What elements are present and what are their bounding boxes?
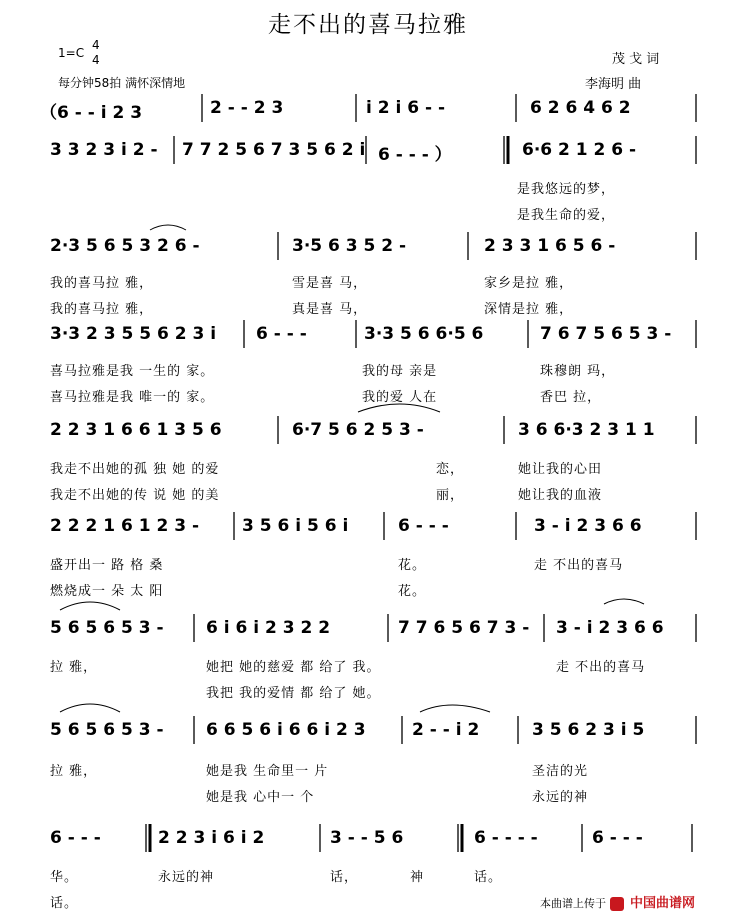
measure: 2 3 3 1 6 5 6 -: [484, 236, 616, 256]
measure: 3·3 5 6 6·5 6: [364, 324, 484, 344]
measure: 6 6 5 6 i 6 6 i 2 3: [206, 720, 366, 740]
lyric-verse-1: 话。: [474, 870, 503, 885]
lyric-verse-1: 盛开出一 路 格 桑: [50, 558, 164, 573]
lyric-verse-1: 拉 雅，: [50, 660, 98, 675]
lyric-verse-1: 她是我 生命里一 片: [206, 764, 329, 779]
lyric-verse-2: 永远的神: [532, 790, 589, 805]
measure: 7 6 7 5 6 5 3 -: [540, 324, 672, 344]
measure: （6 - - i 2 3: [40, 103, 143, 123]
measure: 6 - - - -: [474, 828, 538, 848]
lyric-verse-1: 雪是喜 马，: [292, 276, 368, 291]
lyric-verse-1: 神: [410, 870, 425, 885]
measure: 5 6 5 6 5 3 -: [50, 618, 164, 638]
measure: 3 5 6 i 5 6 i: [242, 516, 349, 536]
score-title: 走不出的喜马拉雅: [268, 12, 468, 38]
measure: 3 - - 5 6: [330, 828, 404, 848]
lyric-verse-1: 家乡是拉 雅，: [484, 276, 574, 291]
lyric-verse-2: 我的喜马拉 雅，: [50, 302, 154, 317]
measure: 6·7 5 6 2 5 3 -: [292, 420, 424, 440]
lyric-verse-1: 走 不出的喜马: [556, 660, 646, 675]
lyricist-credit: 茂 戈 词: [612, 52, 660, 67]
time-signature-bottom: 4: [92, 53, 100, 67]
measure: 3 3 2 3 i 2 -: [50, 140, 158, 160]
lyric-verse-2: 丽，: [436, 488, 465, 503]
lyric-verse-1: 我走不出她的孤 独 她 的爱: [50, 462, 220, 477]
lyric-verse-2: 我的爱 人在: [362, 390, 438, 405]
key-signature: 1=C: [58, 46, 85, 60]
measure: 6 - - -: [398, 516, 449, 536]
measure: 3·5 6 3 5 2 -: [292, 236, 407, 256]
lyric-verse-1: 花。: [398, 558, 427, 573]
measure: 7 7 6 5 6 7 3 -: [398, 618, 530, 638]
lyric-verse-2: 我走不出她的传 说 她 的美: [50, 488, 220, 503]
lyric-verse-2: 花。: [398, 584, 427, 599]
tempo-marking: 每分钟58拍 满怀深情地: [58, 76, 186, 90]
measure: 3 - i 2 3 6 6: [534, 516, 642, 536]
lyric-verse-2: 话。: [50, 896, 79, 911]
lyric-verse-2: 是我生命的爱，: [517, 208, 616, 223]
measure: 7 7 2 5 6 7 3 5 6 2 i: [182, 140, 366, 160]
lyric-verse-1: 圣洁的光: [532, 764, 589, 779]
lyric-verse-1: 喜马拉雅是我 一生的 家。: [50, 364, 215, 379]
lyric-verse-2: 深情是拉 雅，: [484, 302, 574, 317]
measure: 5 6 5 6 5 3 -: [50, 720, 164, 740]
measure: 6 - - -: [256, 324, 307, 344]
measure: 2 - - i 2: [412, 720, 480, 740]
lyric-verse-1: 走 不出的喜马: [534, 558, 624, 573]
composer-credit: 李海明 曲: [585, 77, 642, 92]
measure: 3·3 2 3 5 5 6 2 3 i: [50, 324, 217, 344]
lyric-verse-1: 她把 她的慈爱 都 给了 我。: [206, 660, 381, 675]
measure: 2·3 5 6 5 3 2 6 -: [50, 236, 200, 256]
measure: 3 6 6·3 2 3 1 1: [518, 420, 655, 440]
lyric-verse-2: 燃烧成一 朵 太 阳: [50, 584, 164, 599]
lyric-verse-1: 永远的神: [158, 870, 215, 885]
measure: 6 - - - ）: [378, 145, 452, 165]
lyric-verse-1: 恋，: [436, 462, 465, 477]
lyric-verse-1: 我的喜马拉 雅，: [50, 276, 154, 291]
lyric-verse-1: 她让我的心田: [518, 462, 603, 477]
measure: 2 - - 2 3: [210, 98, 284, 118]
site-name: 中国曲谱网: [630, 896, 696, 911]
lyric-verse-1: 华。: [50, 870, 79, 885]
measure: 6 - - -: [50, 828, 101, 848]
measure: 2 2 3 i 6 i 2: [158, 828, 265, 848]
lyric-verse-2: 香巴 拉，: [540, 390, 602, 405]
lyric-verse-1: 话，: [330, 870, 359, 885]
measure: i 2 i 6 - -: [366, 98, 446, 118]
upload-text: 本曲谱上传于: [540, 897, 606, 910]
measure: 6 i 6 i 2 3 2 2: [206, 618, 331, 638]
measure: 2 2 3 1 6 6 1 3 5 6: [50, 420, 222, 440]
lyric-verse-1: 我的母 亲是: [362, 364, 438, 379]
time-signature-top: 4: [92, 38, 100, 52]
lyric-verse-2: 我把 我的爱情 都 给了 她。: [206, 686, 381, 701]
measure: 3 5 6 2 3 i 5: [532, 720, 645, 740]
measure: 6 2 6 4 6 2: [530, 98, 631, 118]
measure: 6 - - -: [592, 828, 643, 848]
lyric-verse-2: 她是我 心中一 个: [206, 790, 315, 805]
lyric-verse-2: 她让我的血液: [518, 488, 603, 503]
measure: 2 2 2 1 6 1 2 3 -: [50, 516, 200, 536]
lyric-verse-1: 拉 雅，: [50, 764, 98, 779]
measure: 6·6 2 1 2 6 -: [522, 140, 637, 160]
lyric-verse-1: 是我悠远的梦，: [517, 182, 616, 197]
lyric-verse-2: 喜马拉雅是我 唯一的 家。: [50, 390, 215, 405]
lyric-verse-2: 真是喜 马，: [292, 302, 368, 317]
lyric-verse-1: 珠穆朗 玛，: [540, 364, 616, 379]
measure: 3 - i 2 3 6 6: [556, 618, 664, 638]
